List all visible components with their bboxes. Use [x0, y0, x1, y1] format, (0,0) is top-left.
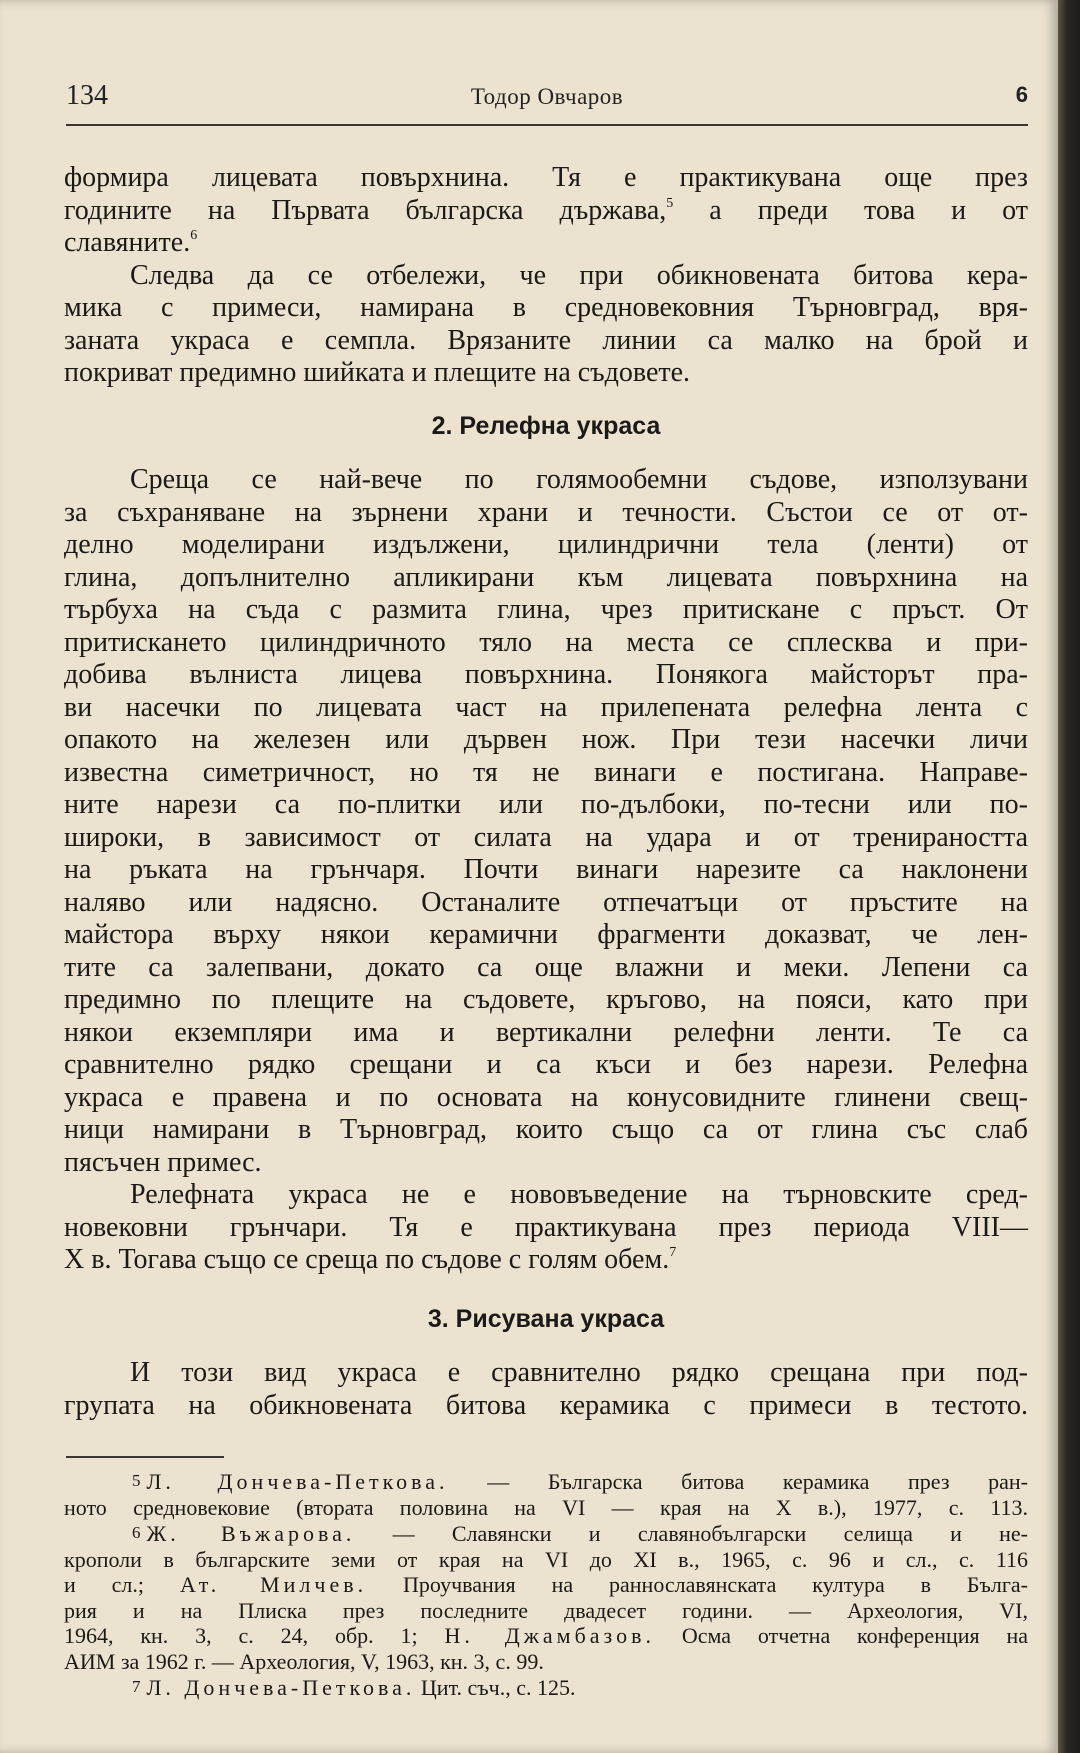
footnote-ref: 5	[666, 195, 674, 211]
text-line: пясъчен примес.	[64, 1146, 262, 1178]
text-line: украса е правена и по основата на конусовидните глинени свещ-	[64, 1081, 1028, 1113]
text-line: заната украса е семпла. Врязаните линии са малко на брой и	[64, 324, 1028, 356]
text-line: формира лицевата повърхнина. Тя е практикувана още през	[64, 162, 1028, 193]
text-line: групата на обикновената битова керамика с примеси в тестото.	[64, 1389, 1028, 1421]
page-number: 134	[66, 80, 108, 111]
text-line: мика с примеси, намирана в средновековния Търновград, вря-	[64, 292, 1028, 323]
text-line: ви насечки по лицевата част на прилепената релефна лента с	[64, 691, 1028, 723]
footnote-line: и сл.; Ат. Милчев. Проучвания на раннославянската култура в Бълга-	[64, 1572, 1028, 1597]
footnotes	[64, 1468, 1028, 1701]
text-line: X в. Тогава също се среща по съдове с голям обем.$^7$	[64, 1244, 677, 1275]
text-line: Релефната украса не е нововъведение на търновските сред-	[130, 1179, 1028, 1210]
text-line: ници намирани в Търновград, които също са от глина със слаб	[64, 1114, 1028, 1145]
text-line: новековни грънчари. Тя е практикувана през периода VIII—	[64, 1211, 1028, 1243]
running-header	[66, 80, 1028, 116]
text-line: опакото на железен или дървен нож. При тези насечки личи	[64, 724, 1028, 755]
text-line: ните нарези са по-плитки или по-дълбоки, по-тесни или по-	[64, 789, 1028, 820]
text-line: годините на Първата българска държава,$^5$ а преди това и от	[64, 194, 1029, 226]
text-line: някои екземпляри има и вертикални релефни ленти. Те са	[64, 1016, 1028, 1048]
text-line: известна симетричност, но тя не винаги е постигана. Направе-	[64, 756, 1028, 788]
footnote-line: 1964, кн. 3, с. 24, обр. 1; Н. Джамбазов. Осма отчетна конференция на	[64, 1623, 1029, 1648]
text-line: Следва да се отбележи, че при обикновената битова кера-	[130, 259, 1028, 291]
footnote-ref: 6	[190, 228, 198, 243]
footnote-line: рия и на Плиска през последните двадесет години. — Археология, VI,	[64, 1597, 1028, 1623]
text-line: за съхраняване на зърнени храни и течности. Състои се от от-	[64, 496, 1028, 528]
footnote-7: 7 Л. Дончева-Петкова. Цит. съч., с. 125.	[132, 1675, 576, 1700]
text-line: предимно по плещите на съдовете, кръгово, на пояси, като при	[64, 984, 1028, 1015]
main-text	[64, 162, 1028, 1422]
text-line: сравнително рядко срещани и са къси и без нарези. Релефна	[64, 1049, 1028, 1080]
text-line: И този вид украса е сравнително рядко срещана при под-	[130, 1357, 1028, 1388]
running-title: Тодор Овчаров	[470, 84, 624, 109]
footnote-line: АИМ за 1962 г. — Археология, V, 1963, кн. 3, с. 99.	[64, 1648, 544, 1674]
footnote-6: 6 Ж. Въжарова. — Славянски и славянобългарски селища и не-	[132, 1521, 1029, 1546]
signature-mark: 6	[1015, 82, 1028, 107]
footnote-ref: 7	[669, 1245, 677, 1260]
header-rule	[66, 124, 1028, 126]
text-line: добива вълниста лицева повърхнина. Понякога майсторът пра-	[64, 659, 1028, 690]
text-line: тите са залепвани, докато са още влажни и меки. Лепени са	[64, 951, 1028, 983]
text-line: покриват предимно шийката и плещите на съдовете.	[64, 357, 691, 388]
book-spine-shadow	[1058, 0, 1080, 1753]
text-line: майстора върху някои керамични фрагменти доказват, че лен-	[64, 919, 1028, 950]
text-line: широки, в зависимост от силата на удара и от тренираността	[64, 821, 1028, 853]
text-line: глина, допълнително апликирани към лицевата повърхнина на	[64, 561, 1028, 593]
text-line: търбуха на съда с размита глина, чрез притискане с пръст. От	[64, 594, 1028, 625]
footnote-5: 5 Л. Дончева-Петкова. — Българска битова керамика през ран-	[132, 1469, 1029, 1494]
footnote-line: крополи в българските земи от края на VI до XI в., 1965, с. 96 и сл., с. 116	[64, 1546, 1028, 1572]
footnote-line: ното средновековие (втората половина на VI — края на X в.), 1977, с. 113.	[64, 1494, 1028, 1520]
text-line: славяните.$^6$	[64, 227, 198, 258]
footnote-rule	[66, 1456, 224, 1458]
section-heading: 3. Рисувана украса	[427, 1304, 665, 1333]
text-line: притискането цилиндричното тяло на места се сплесква и при-	[64, 626, 1028, 658]
section-heading: 2. Релефна украса	[431, 411, 661, 440]
text-line: наляво или надясно. Останалите отпечатъци от пръстите на	[64, 886, 1028, 918]
text-line: Среща се най-вече по голямообемни съдове, използувани	[130, 464, 1028, 495]
text-line: делно моделирани издължени, цилиндрични тела (ленти) от	[64, 529, 1028, 560]
text-line: на ръката на грънчаря. Почти винаги нарезите са наклонени	[64, 854, 1028, 885]
